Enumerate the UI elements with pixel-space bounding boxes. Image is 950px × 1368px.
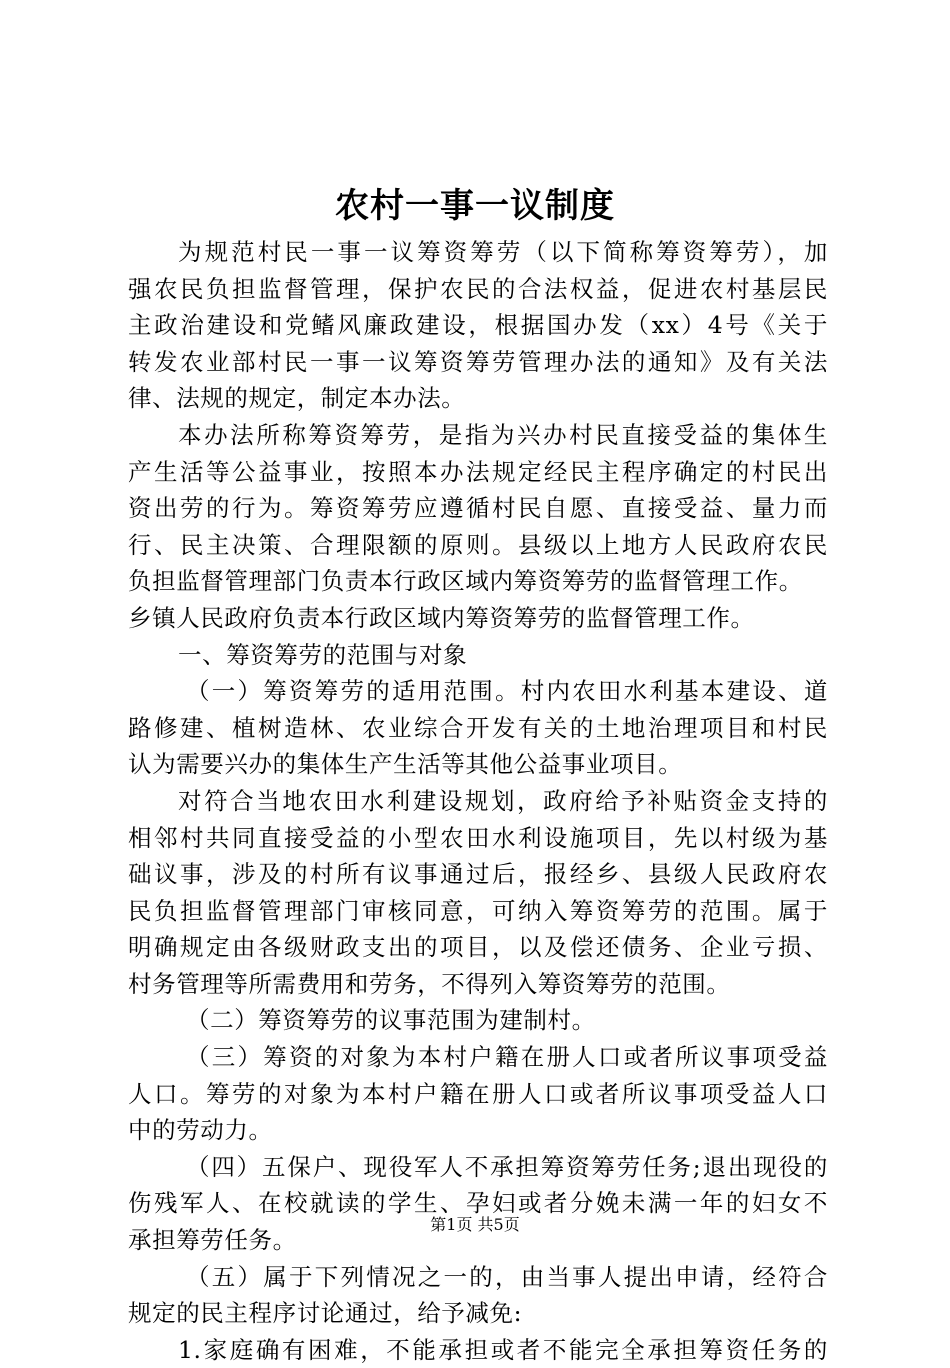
text-line: 主政治建设和党鳍风廉政建设，根据国办发（xx）4号《关于 [128,311,828,340]
text-line: （四）五保户、现役军人不承担筹资筹劳任务;退出现役的 [186,1152,828,1181]
text-line: 为规范村民一事一议筹资筹劳（以下简称筹资筹劳），加 [178,238,828,266]
text-line: 律、法规的规定，制定本办法。 [128,384,466,413]
text-line: 相邻村共同直接受益的小型农田水利设施项目，先以村级为基 [128,823,828,852]
page-footer: 第1页 共5页 [430,1215,520,1234]
document-title: 农村一事一议制度 [335,186,615,226]
text-line: 对符合当地农田水利建设规划，政府给予补贴资金支持的 [178,786,828,815]
text-line: 村务管理等所需费用和劳务，不得列入筹资筹劳的范围。 [128,969,731,998]
text-line: 行、民主决策、合理限额的原则。县级以上地方人民政府农民 [128,530,828,559]
text-line: 规定的民主程序讨论通过，给予减免: [128,1299,523,1328]
text-line: （一）筹资筹劳的适用范围。村内农田水利基本建设、道 [186,677,828,706]
text-line: 明确规定由各级财政支出的项目，以及偿还债务、企业亏损、 [128,933,828,962]
section-heading: 一、筹资筹劳的范围与对象 [178,640,468,669]
text-line: 转发农业部村民一事一议筹资筹劳管理办法的通知》及有关法 [128,347,828,376]
text-line: 中的劳动力。 [128,1116,273,1145]
text-line: 承担筹劳任务。 [128,1226,297,1255]
text-line: 伤残军人、在校就读的学生、孕妇或者分娩未满一年的妇女不 [128,1189,828,1218]
text-line: 强农民负担监督管理，保护农民的合法权益，促进农村基层民 [128,274,828,303]
text-line: 认为需要兴办的集体生产生活等其他公益事业项目。 [128,750,683,779]
text-line: 1.家庭确有困难，不能承担或者不能完全承担筹资任务的 [178,1335,828,1364]
text-line: （三）筹资的对象为本村户籍在册人口或者所议事项受益 [186,1043,828,1072]
text-line: 路修建、植树造林、农业综合开发有关的土地治理项目和村民 [128,713,828,742]
text-line: 资出劳的行为。筹资筹劳应遵循村民自愿、直接受益、量力而 [128,494,828,523]
text-line: 民负担监督管理部门审核同意，可纳入筹资筹劳的范围。属于 [128,896,828,925]
text-line: （五）属于下列情况之一的，由当事人提出申请，经符合 [186,1262,828,1291]
text-line: 本办法所称筹资筹劳，是指为兴办村民直接受益的集体生 [178,420,828,449]
text-line: 乡镇人民政府负责本行政区域内筹资筹劳的监督管理工作。 [128,603,755,632]
text-line: 础议事，涉及的村所有议事通过后，报经乡、县级人民政府农 [128,860,828,889]
text-line: 负担监督管理部门负责本行政区域内筹资筹劳的监督管理工作。 [128,567,803,596]
document-body [128,234,828,1368]
text-line: 人口。筹劳的对象为本村户籍在册人口或者所议事项受益人口 [128,1079,828,1108]
text-line: （二）筹资筹劳的议事范围为建制村。 [186,1006,596,1035]
text-line: 产生活等公益事业，按照本办法规定经民主程序确定的村民出 [128,457,828,486]
